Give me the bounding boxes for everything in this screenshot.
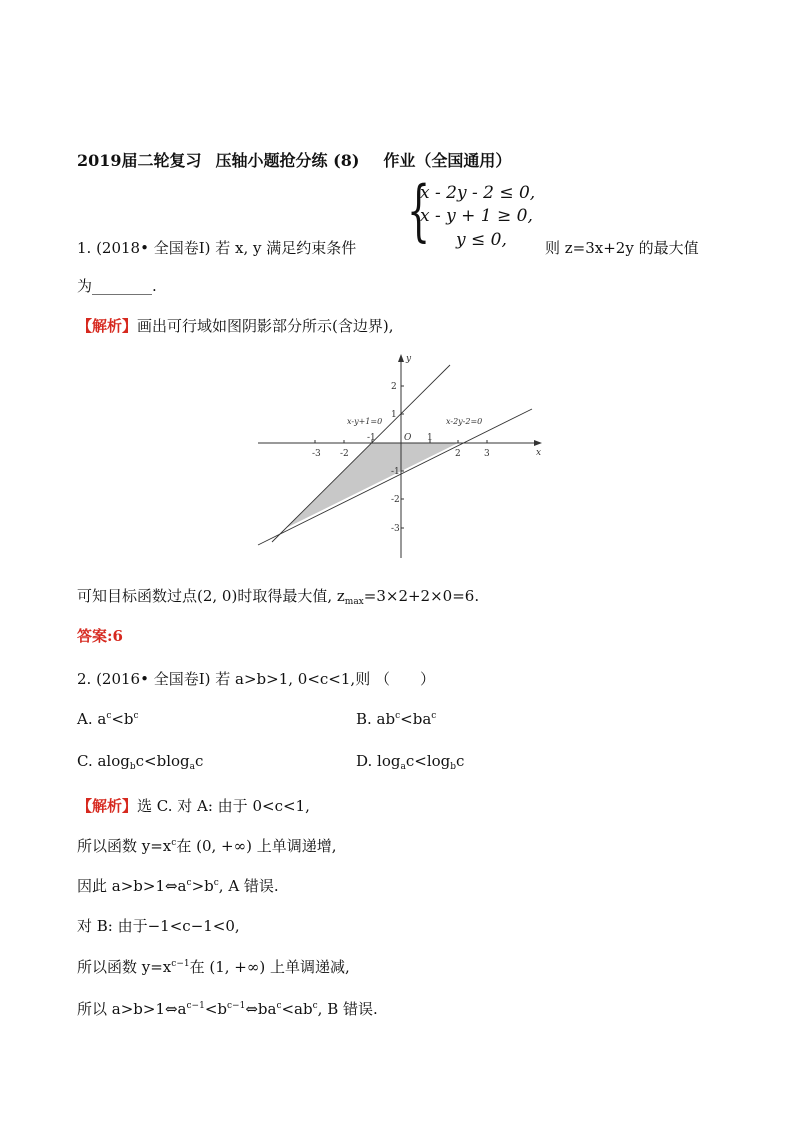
y-tick-neg3: -3	[391, 524, 400, 534]
q2-analysis-line2: 所以函数 $y=x^c$在 (0, +∞) 上单调递增,	[77, 837, 337, 855]
constraint-1: x - 2y - 2 ≤ 0,	[420, 183, 536, 203]
q2-option-c: C. alog$_b$c<blog$_a$c	[77, 752, 204, 772]
y-tick-1: 1	[391, 410, 397, 420]
constraint-brace: {	[407, 172, 431, 249]
y-tick-2: 2	[391, 382, 397, 392]
y-axis-label: y	[406, 354, 412, 364]
q2-option-b: B. $ab^c<ba^c$	[356, 710, 437, 728]
title-part3: 作业（全国通用）	[383, 151, 512, 170]
analysis-tag: 【解析】	[77, 317, 138, 335]
x-tick-neg3: -3	[312, 449, 321, 459]
q1-result: 可知目标函数过点(2, 0)时取得最大值, $z_{max}=3\times 2+2\times 0=6$.	[77, 587, 480, 607]
q2-analysis-line5: 所以函数 $y=x^{c-1}$在 (1, +∞) 上单调递减,	[77, 958, 350, 976]
feasible-region-graph	[250, 348, 550, 563]
constraint-3: y ≤ 0,	[456, 230, 507, 250]
line2-label: x-2y-2=0	[446, 417, 483, 426]
page-title	[77, 148, 511, 171]
origin-label: O	[404, 433, 412, 443]
q1-prefix: 1. (2018• 全国卷Ⅰ) 若 x, y 满足约束条件	[77, 239, 357, 257]
q2-analysis-line3: 因此 $a>b>1\Leftrightarrow a^c>b^c$, A 错误.	[77, 877, 279, 895]
q2-option-d: D. $\log_ac<\log_bc$	[356, 752, 465, 772]
title-part2: 压轴小题抢分练 (8)	[215, 151, 360, 170]
x-axis-label: x	[536, 448, 542, 458]
line1-label: x-y+1=0	[347, 417, 383, 426]
title-part1: 2019届二轮复习	[77, 151, 202, 170]
x-axis-arrow	[534, 440, 542, 446]
q2-analysis-line6: 所以 $a>b>1\Leftrightarrow a^{c-1}<b^{c-1}\Leftrightarrow ba^c<ab^c$, B 错误.	[77, 1000, 378, 1018]
x-tick-3: 3	[484, 449, 490, 459]
q1-answer: 答案:6	[77, 627, 123, 645]
q2-analysis-line4: 对 B: 由于−1<c−1<0,	[77, 917, 240, 935]
y-tick-neg2: -2	[391, 495, 400, 505]
q2-option-a: A. $a^c<b^c$	[77, 710, 139, 728]
y-tick-neg1: -1	[391, 467, 400, 477]
q2-analysis-line1: 【解析】选 C. 对 A: 由于 0<c<1,	[77, 797, 310, 815]
q1-suffix: 则 z=3x+2y 的最大值	[545, 239, 699, 257]
x-tick-1: 1	[427, 433, 433, 443]
q1-analysis	[77, 315, 394, 336]
constraint-2: x - y + 1 ≥ 0,	[420, 206, 533, 226]
x-tick-neg2: -2	[340, 449, 349, 459]
analysis-text: 画出可行域如图阴影部分所示(含边界),	[137, 317, 394, 335]
x-tick-neg1: -1	[367, 433, 376, 443]
q1-blank-line: 为________.	[77, 277, 157, 295]
y-axis-arrow	[398, 354, 404, 362]
x-tick-2: 2	[455, 449, 461, 459]
q2-prefix: 2. (2016• 全国卷Ⅰ) 若 a>b>1, 0<c<1,则 （ ）	[77, 670, 435, 688]
